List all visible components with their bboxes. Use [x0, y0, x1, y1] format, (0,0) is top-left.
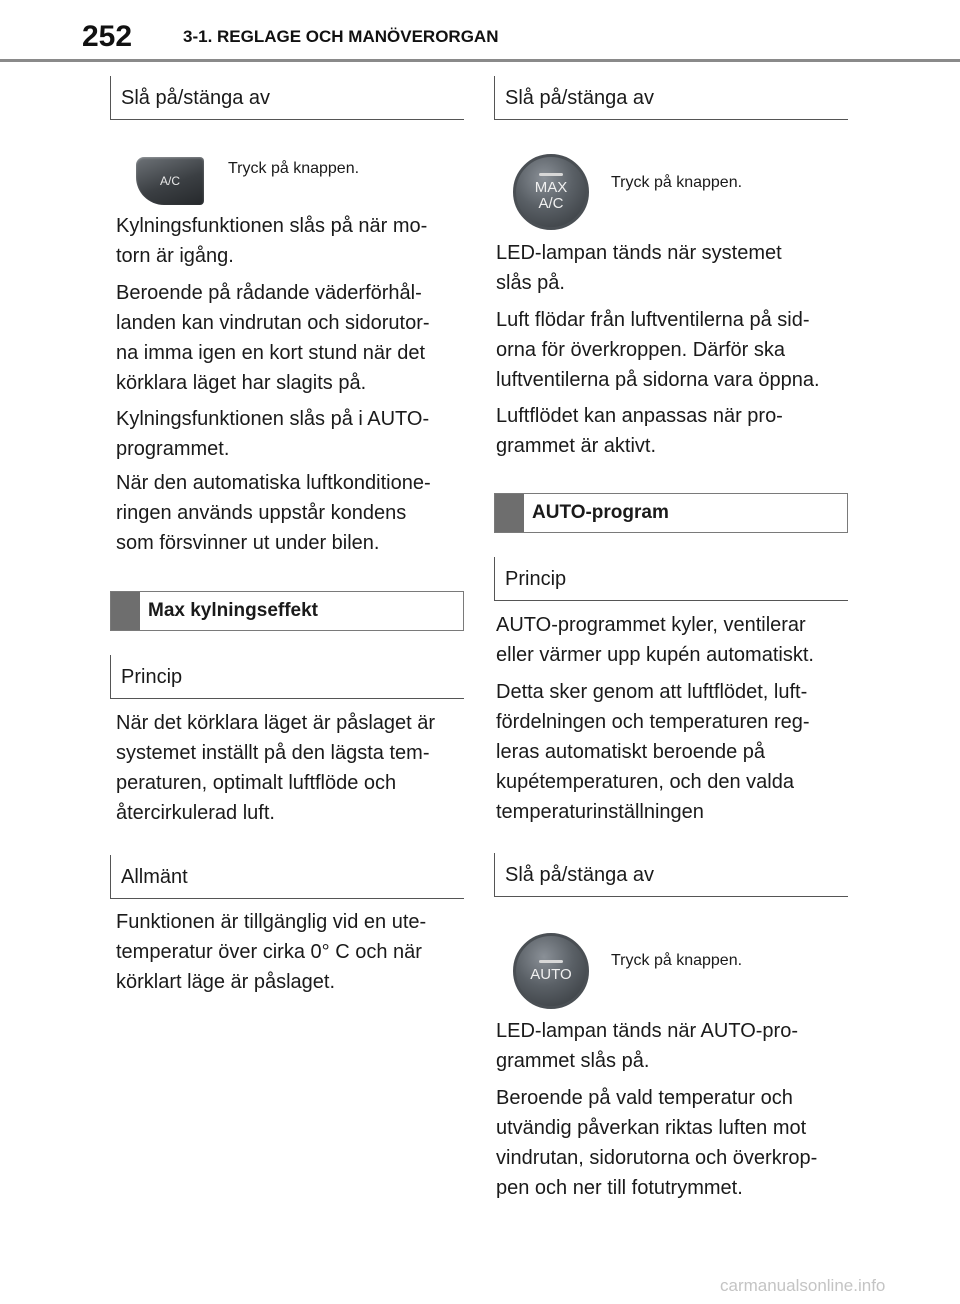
subheading-principle: Princip: [110, 655, 464, 699]
text-line: peraturen, optimalt luftflöde och: [116, 772, 397, 794]
paragraph: [116, 211, 474, 271]
led-indicator: [539, 173, 563, 176]
text-line: landen kan vindrutan och sidorutor-: [116, 312, 430, 334]
subheading-principle: Princip: [494, 557, 848, 601]
section-title: Max kylningseffekt: [148, 600, 318, 621]
text-line: När det körklara läget är påslaget är: [116, 712, 436, 734]
section-bar: [495, 494, 524, 532]
text-line: utvändig påverkan riktas luften mot: [496, 1117, 807, 1139]
paragraph: [116, 278, 474, 398]
text-line: na imma igen en kort stund när det: [116, 342, 426, 364]
text-line: temperaturinställningen: [496, 801, 704, 823]
text-line: leras automatiskt beroende på: [496, 741, 766, 763]
text-line: Luftflödet kan anpassas när pro-: [496, 405, 783, 427]
page-header: [0, 0, 960, 62]
text-line: torn är igång.: [116, 245, 234, 267]
ac-button-label: A/C: [159, 174, 180, 188]
paragraph: [496, 401, 854, 461]
page-number: 252: [82, 20, 133, 53]
text-line: systemet inställt på den lägsta tem-: [116, 742, 430, 764]
text-line: kupétemperaturen, och den valda: [496, 771, 794, 793]
section-bar: [111, 592, 140, 630]
subheading-general: Allmänt: [110, 855, 464, 899]
text-line: Detta sker genom att luftflödet, luft-: [496, 681, 808, 703]
text-line: vindrutan, sidorutorna och överkrop-: [496, 1147, 818, 1169]
max-ac-button-icon: [513, 154, 589, 230]
text-line: eller värmer upp kupén automatiskt.: [496, 644, 814, 666]
text-line: Kylningsfunktionen slås på i AUTO-: [116, 408, 430, 430]
caption-press-button: Tryck på knappen.: [611, 952, 743, 969]
text-line: När den automatiska luftkonditione-: [116, 472, 431, 494]
text-line: ringen används uppstår kondens: [116, 502, 407, 524]
text-line: Beroende på vald temperatur och: [496, 1087, 793, 1109]
text-line: fördelningen och temperaturen reg-: [496, 711, 810, 733]
text-line: LED-lampan tänds när AUTO-pro-: [496, 1020, 798, 1042]
text-line: LED-lampan tänds när systemet: [496, 242, 782, 264]
text-line: programmet.: [116, 438, 230, 460]
text-line: AUTO-programmet kyler, ventilerar: [496, 614, 806, 636]
header-divider: [0, 59, 960, 62]
text-line: luftventilerna på sidorna vara öppna.: [496, 369, 820, 391]
section-title: AUTO-program: [532, 502, 669, 523]
caption-press-button: Tryck på knappen.: [611, 174, 743, 191]
paragraph: [496, 610, 854, 670]
paragraph: [496, 305, 854, 395]
text-line: Funktionen är tillgänglig vid en ute-: [116, 911, 427, 933]
max-ac-label-line2: A/C: [538, 194, 564, 212]
text-line: körklara läget har slagits på.: [116, 372, 367, 394]
paragraph: [496, 677, 854, 827]
ac-button-icon: [136, 157, 204, 205]
text-line: grammet slås på.: [496, 1050, 650, 1072]
caption-press-button: Tryck på knappen.: [228, 160, 360, 177]
text-line: orna för överkroppen. Därför ska: [496, 339, 786, 361]
subheading-on-off: Slå på/stänga av: [494, 853, 848, 897]
paragraph: [116, 907, 474, 997]
paragraph: [496, 1083, 854, 1203]
paragraph: [116, 468, 474, 558]
paragraph: [116, 708, 474, 828]
max-ac-label-line1: MAX: [534, 178, 568, 196]
text-line: temperatur över cirka 0° C och när: [116, 941, 422, 963]
watermark: carmanualsonline.info: [720, 1276, 886, 1295]
subheading-on-off: Slå på/stänga av: [494, 76, 848, 120]
text-line: pen och ner till fotutrymmet.: [496, 1177, 743, 1199]
text-line: Luft flödar från luftventilerna på sid-: [496, 309, 810, 331]
paragraph: [496, 1016, 854, 1076]
text-line: grammet är aktivt.: [496, 435, 657, 457]
text-line: som försvinner ut under bilen.: [116, 532, 380, 554]
text-line: återcirkulerad luft.: [116, 802, 275, 824]
led-indicator: [539, 960, 563, 963]
text-line: Beroende på rådande väderförhål-: [116, 282, 422, 304]
section-header-max-cooling: [110, 591, 464, 631]
section-header-auto-program: [494, 493, 848, 533]
chapter-title: 3-1. REGLAGE OCH MANÖVERORGAN: [183, 27, 499, 46]
paragraph: [496, 238, 854, 298]
paragraph: [116, 404, 474, 464]
subheading-on-off: Slå på/stänga av: [110, 76, 464, 120]
auto-button-icon: [513, 933, 589, 1009]
text-line: slås på.: [496, 272, 565, 294]
auto-button-label: AUTO: [530, 965, 572, 983]
text-line: körklart läge är påslaget.: [116, 971, 336, 993]
text-line: Kylningsfunktionen slås på när mo-: [116, 215, 428, 237]
